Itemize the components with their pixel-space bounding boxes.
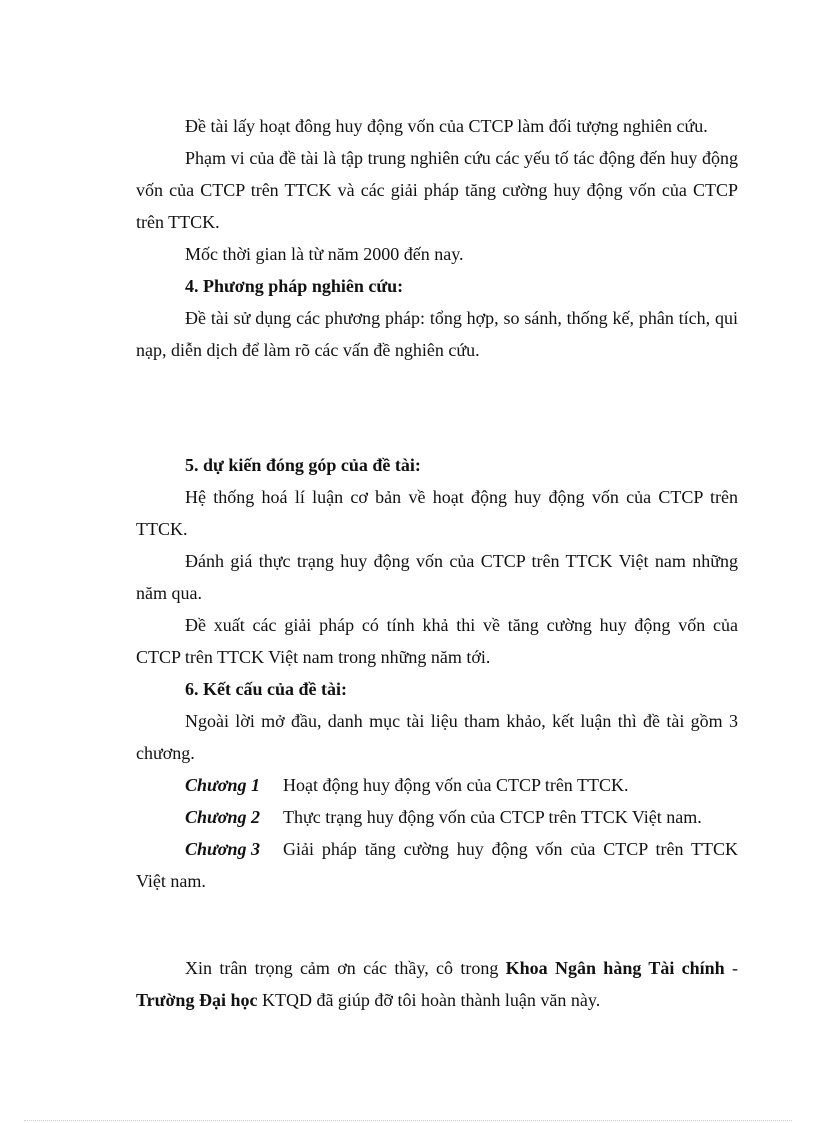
- paragraph-timeframe: Mốc thời gian là từ năm 2000 đến nay.: [185, 244, 464, 264]
- paragraph-scope: Phạm vi của đề tài là tập trung nghiên cứu các yếu tố tác động đến huy động vốn của CTCP trên TTCK và các giải pháp tăng cường huy động vốn của CTCP trên TTCK.: [136, 148, 738, 232]
- chapter-title: Thực trạng huy động vốn của CTCP trên TTCK Việt nam.: [283, 807, 702, 827]
- thanks-text: Xin trân trọng cảm ơn các thầy, cô trong: [185, 958, 506, 978]
- heading-contributions: 5. dự kiến đóng góp của đề tài:: [185, 455, 421, 475]
- acknowledgement: [136, 952, 738, 1016]
- paragraph-research-object: Đề tài lấy hoạt đông huy động vốn của CTCP làm đối tượng nghiên cứu.: [185, 116, 708, 136]
- chapter-title: Hoạt động huy động vốn của CTCP trên TTCK.: [283, 775, 629, 795]
- paragraph-contribution-3: Đề xuất các giải pháp có tính khả thi về tăng cường huy động vốn của CTCP trên TTCK Việt nam trong những năm tới.: [136, 615, 738, 667]
- chapter-label: Chương 3: [185, 839, 260, 859]
- chapter-item: [136, 769, 738, 801]
- chapter-item: [136, 801, 738, 833]
- page-bottom-divider: [24, 1120, 792, 1121]
- thanks-university: Trường Đại học: [136, 990, 258, 1010]
- paragraph-contribution-2: Đánh giá thực trạng huy động vốn của CTCP trên TTCK Việt nam những năm qua.: [136, 551, 738, 603]
- paragraph-structure: Ngoài lời mở đầu, danh mục tài liệu tham khảo, kết luận thì đề tài gồm 3 chương.: [136, 711, 738, 763]
- thanks-text-end: KTQD đã giúp đỡ tôi hoàn thành luận văn này.: [257, 990, 601, 1010]
- thanks-faculty: Khoa Ngân hàng Tài chính: [505, 958, 725, 978]
- chapter-label: Chương 2: [185, 807, 260, 827]
- section-contributions-structure: [136, 449, 738, 897]
- chapter-item: [136, 833, 738, 897]
- paragraph-thanks: [136, 952, 738, 1016]
- heading-methods: 4. Phương pháp nghiên cứu:: [185, 276, 404, 296]
- chapter-title: Giải pháp tăng cường huy động vốn của CTCP trên TTCK Việt nam.: [136, 839, 738, 891]
- paragraph-contribution-1: Hệ thống hoá lí luận cơ bản về hoạt động huy động vốn của CTCP trên TTCK.: [136, 487, 738, 539]
- paragraph-methods: Đề tài sử dụng các phương pháp: tổng hợp, so sánh, thống kế, phân tích, qui nạp, diễn dịch để làm rõ các vấn đề nghiên cứu.: [136, 308, 738, 360]
- heading-structure: 6. Kết cấu của đề tài:: [185, 679, 347, 699]
- section-scope-methods: [136, 110, 738, 366]
- thanks-dash: -: [724, 958, 738, 978]
- chapter-label: Chương 1: [185, 775, 260, 795]
